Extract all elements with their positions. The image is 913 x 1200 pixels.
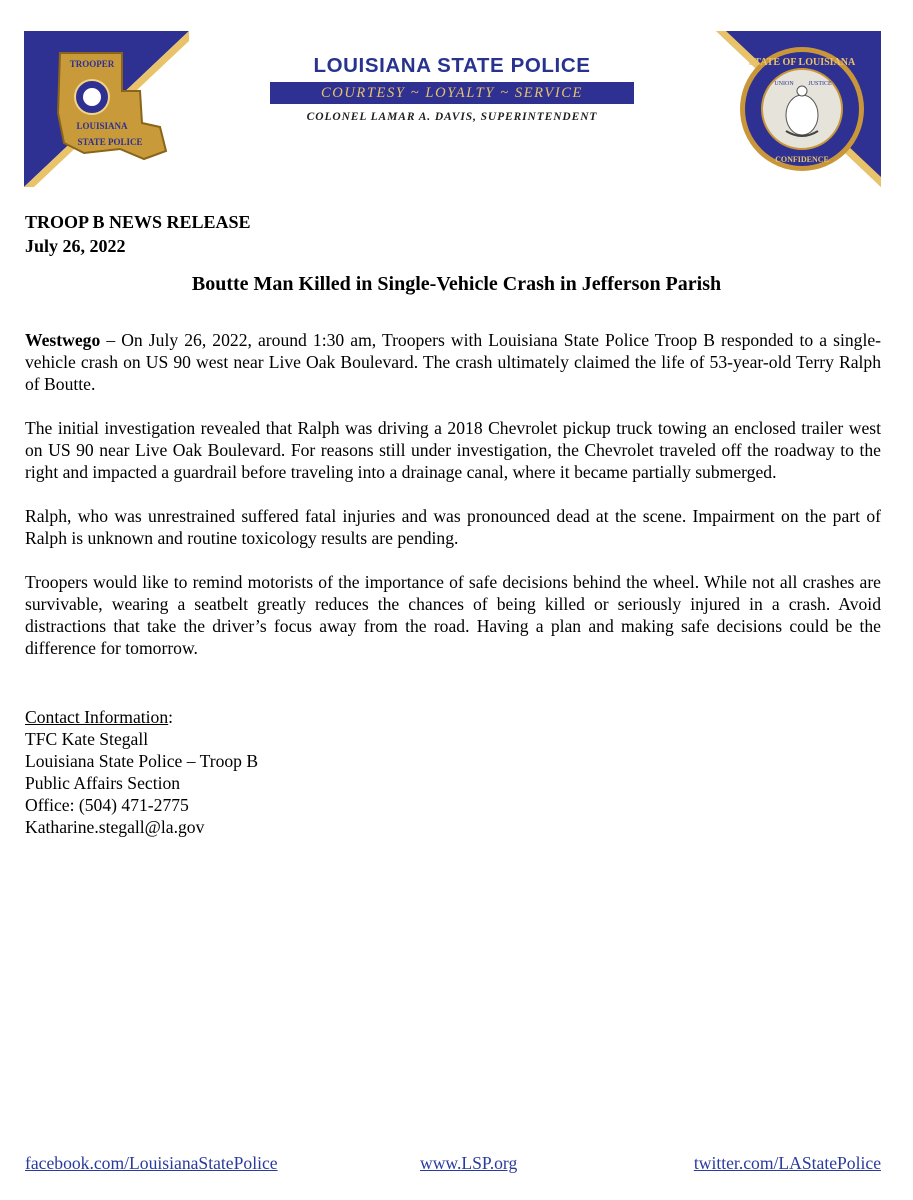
- state-seal-icon: [716, 31, 881, 187]
- headline: Boutte Man Killed in Single-Vehicle Crash in Jefferson Parish: [191, 273, 722, 295]
- dateline: Westwego: [25, 330, 101, 350]
- lead-text: – On July 26, 2022, around 1:30 am, Troopers with Louisiana State Police Troop B responded to a single-vehicle crash on US 90 west near Live Oak Boulevard. The crash ultimately claimed the life of 53-year-old Terry Ralph of Boutte.: [25, 330, 881, 394]
- letterhead: [0, 0, 913, 200]
- contact-heading-colon: :: [168, 707, 174, 727]
- motto-bar: COURTESY ~ LOYALTY ~ SERVICE: [270, 82, 634, 104]
- contact-section: Public Affairs Section: [25, 773, 181, 793]
- svg-text:TROOPER: TROOPER: [69, 59, 115, 69]
- paragraph-injuries: Ralph, who was unrestrained suffered fatal injuries and was pronounced dead at the scene. Impairment on the part of Ralph is unknown and routine toxicology results are pending.: [25, 506, 881, 548]
- contact-heading: Contact Information: [25, 707, 169, 727]
- svg-text:UNION: UNION: [774, 81, 794, 87]
- svg-text:JUSTICE: JUSTICE: [808, 81, 832, 87]
- facebook-link[interactable]: facebook.com/LouisianaStatePolice: [25, 1153, 278, 1173]
- agency-name: LOUISIANA STATE POLICE: [313, 54, 591, 77]
- contact-heading-line: [25, 706, 258, 728]
- svg-text:LOUISIANA: LOUISIANA: [76, 121, 128, 131]
- masthead: [270, 54, 634, 123]
- trooper-badge-icon: [24, 31, 189, 187]
- contact-block: [25, 706, 258, 838]
- release-type: TROOP B NEWS RELEASE: [25, 212, 251, 232]
- paragraph-lead: [25, 329, 881, 395]
- twitter-link[interactable]: twitter.com/LAStatePolice: [693, 1153, 881, 1173]
- release-date: July 26, 2022: [25, 236, 126, 256]
- svg-text:CONFIDENCE: CONFIDENCE: [775, 155, 829, 164]
- paragraph-investigation: The initial investigation revealed that Ralph was driving a 2018 Chevrolet pickup truck towing an enclosed trailer west on US 90 near Live Oak Boulevard. For reasons still under investigation, the Chevrolet traveled off the roadway to the right and impacted a guardrail before traveling into a drainage canal, where it became partially submerged.: [25, 418, 881, 482]
- svg-text:STATE OF LOUISIANA: STATE OF LOUISIANA: [748, 57, 856, 68]
- contact-org: Louisiana State Police – Troop B: [25, 751, 259, 771]
- website-link[interactable]: www.LSP.org: [420, 1153, 518, 1173]
- contact-email: Katharine.stegall@la.gov: [25, 817, 205, 837]
- paragraph-safety: Troopers would like to remind motorists of the importance of safe decisions behind the wheel. While not all crashes are survivable, wearing a seatbelt greatly reduces the chances of being killed or seriously injured in a crash. Avoid distractions that take the driver’s focus away from the road. Having a plan and making safe decisions could be the difference for tomorrow.: [25, 572, 881, 658]
- svg-text:STATE POLICE: STATE POLICE: [77, 137, 143, 147]
- contact-office-phone: Office: (504) 471-2775: [25, 795, 189, 815]
- superintendent-line: COLONEL LAMAR A. DAVIS, SUPERINTENDENT: [306, 111, 598, 123]
- contact-name: TFC Kate Stegall: [25, 729, 149, 749]
- release-body: [25, 329, 881, 681]
